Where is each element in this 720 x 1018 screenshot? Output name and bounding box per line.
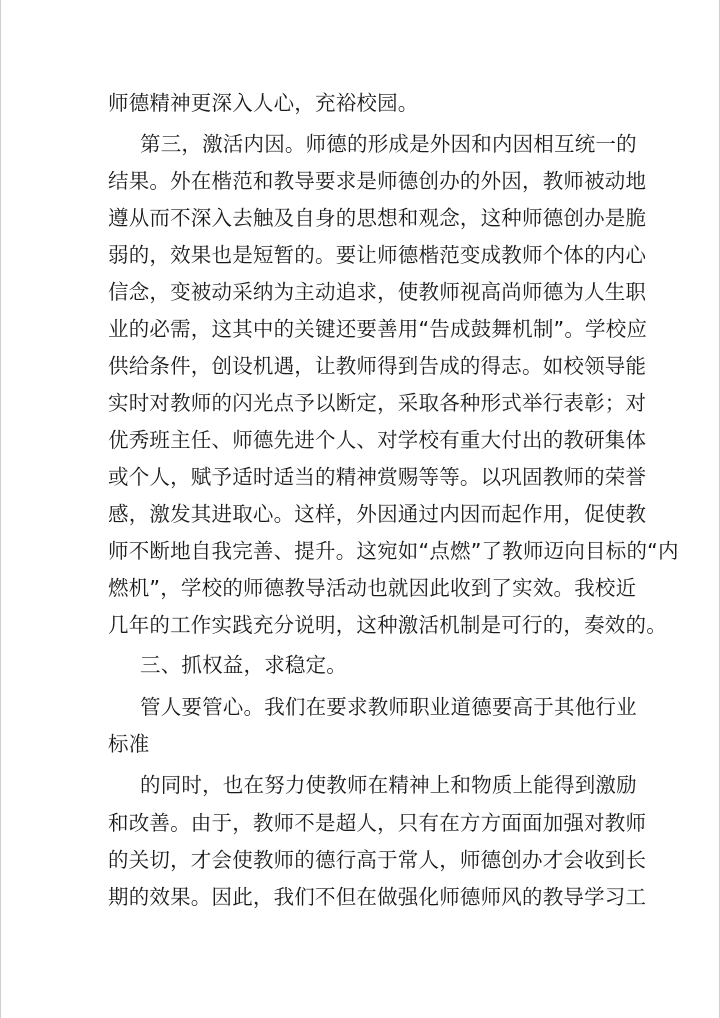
text-line: 弱的，效果也是短暂的。要让师德楷范变成教师个体的内心 xyxy=(108,243,647,267)
text-line: 的同时，也在努力使教师在精神上和物质上能得到激励 xyxy=(140,773,637,797)
text-line: 优秀班主任、师德先进个人、对学校有重大付出的教研集体 xyxy=(108,428,647,452)
text-line: 和改善。由于，教师不是超人，只有在方方面面加强对教师 xyxy=(108,811,647,835)
text-line: 遵从而不深入去触及自身的思想和观念，这种师德创办是脆 xyxy=(108,206,647,230)
text-line: 实时对教师的闪光点予以断定，采取各种形式举行表彰；对 xyxy=(108,391,647,415)
text-line: 的关切，才会使教师的德行高于常人，师德创办才会收到长 xyxy=(108,848,647,872)
text-line: 或个人，赋予适时适当的精神赏赐等等。以巩固教师的荣誉 xyxy=(108,465,647,489)
section-heading: 三、抓权益，求稳定。 xyxy=(140,653,347,677)
text-line: 信念，变被动采纳为主动追求，使教师视高尚师德为人生职 xyxy=(108,280,647,304)
text-line: 供给条件，创设机遇，让教师得到告成的得志。如校领导能 xyxy=(108,354,647,378)
paragraph-heading-line: 第三，激活内因。师德的形成是外因和内因相互统一的 xyxy=(140,132,637,156)
text-line: 标准 xyxy=(108,732,150,756)
text-line: 业的必需，这其中的关键还要善用“告成鼓舞机制”。学校应 xyxy=(108,317,648,341)
text-line: 师不断地自我完善、提升。这宛如“点燃”了教师迈向目标的“内 xyxy=(108,539,679,563)
text-line: 感，激发其进取心。这样，外因通过内因而起作用，促使教 xyxy=(108,502,647,526)
text-line: 管人要管心。我们在要求教师职业道德要高于其他行业 xyxy=(140,695,637,719)
text-line: 结果。外在楷范和教导要求是师德创办的外因，教师被动地 xyxy=(108,169,647,193)
text-line: 期的效果。因此，我们不但在做强化师德师风的教导学习工 xyxy=(108,885,647,909)
text-line: 几年的工作实践充分说明，这种激活机制是可行的，奏效的。 xyxy=(108,613,667,637)
text-line: 燃机”，学校的师德教导活动也就因此收到了实效。我校近 xyxy=(108,576,637,600)
text-line: 师德精神更深入人心，充裕校园。 xyxy=(108,91,419,115)
